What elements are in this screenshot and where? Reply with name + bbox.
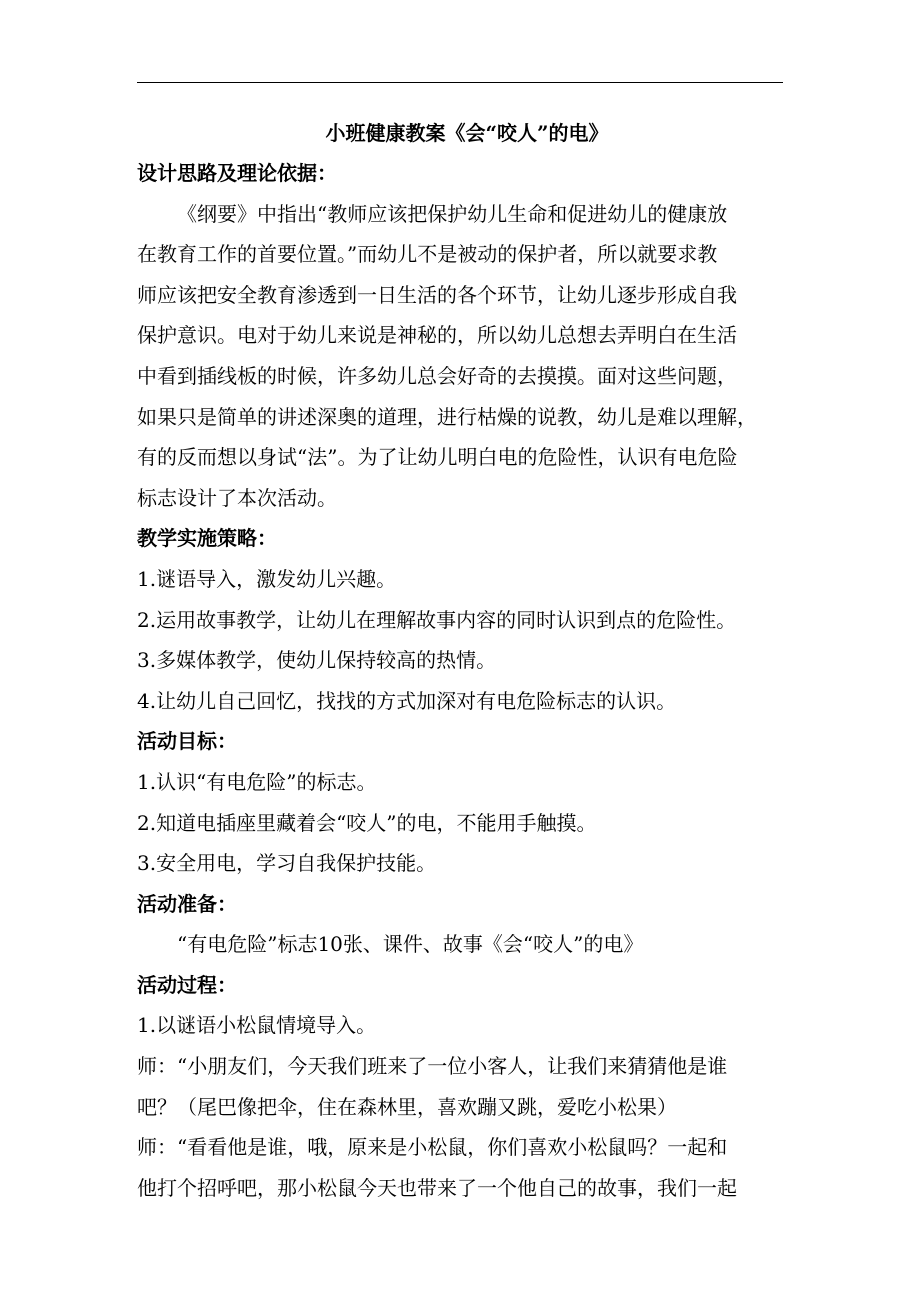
list-item: 4.让幼儿自己回忆，找找的方式加深对有电危险标志的认识。 bbox=[137, 688, 677, 713]
header-rule bbox=[137, 82, 783, 83]
process-line: 吧？（尾巴像把伞，住在森林里，喜欢蹦又跳，爱吃小松果） bbox=[137, 1094, 677, 1119]
process-line: 他打个招呼吧，那小松鼠今天也带来了一个他自己的故事，我们一起 bbox=[137, 1175, 737, 1200]
process-line: 师：“看看他是谁，哦，原来是小松鼠，你们喜欢小松鼠吗？一起和 bbox=[137, 1135, 728, 1160]
list-item: 3.安全用电，学习自我保护技能。 bbox=[137, 851, 437, 876]
design-paragraph bbox=[137, 194, 797, 519]
paragraph-line: 中看到插线板的时候，许多幼儿总会好奇的去摸摸。面对这些问题， bbox=[137, 363, 737, 388]
paragraph-line: 如果只是简单的讲述深奥的道理，进行枯燥的说教，幼儿是难以理解， bbox=[137, 404, 757, 429]
preparation-text: “有电危险”标志10张、课件、故事《会“咬人”的电》 bbox=[177, 932, 644, 957]
document-title: 小班健康教案《会“咬人”的电》 bbox=[325, 121, 609, 145]
list-item: 1.谜语导入，激发幼儿兴趣。 bbox=[137, 566, 397, 591]
section-heading-strategy: 教学实施策略： bbox=[137, 526, 277, 551]
paragraph-line: 保护意识。电对于幼儿来说是神秘的，所以幼儿总想去弄明白在生活 bbox=[137, 323, 737, 348]
process-line: 1.以谜语小松鼠情境导入。 bbox=[137, 1013, 377, 1038]
section-heading-process: 活动过程： bbox=[137, 972, 237, 997]
paragraph-line: 师应该把安全教育渗透到一日生活的各个环节，让幼儿逐步形成自我 bbox=[137, 282, 737, 307]
section-heading-design: 设计思路及理论依据： bbox=[137, 161, 337, 185]
paragraph-line: 在教育工作的首要位置。”而幼儿不是被动的保护者，所以就要求教 bbox=[137, 242, 718, 267]
paragraph-line: 有的反而想以身试“法”。为了让幼儿明白电的危险性，认识有电危险 bbox=[137, 445, 738, 470]
process-line: 师：“小朋友们，今天我们班来了一位小客人，让我们来猜猜他是谁 bbox=[137, 1054, 728, 1079]
list-item: 2.知道电插座里藏着会“咬人”的电，不能用手触摸。 bbox=[137, 810, 597, 835]
section-heading-preparation: 活动准备： bbox=[137, 891, 237, 916]
paragraph-line: 标志设计了本次活动。 bbox=[137, 485, 337, 510]
list-item: 3.多媒体教学，使幼儿保持较高的热情。 bbox=[137, 648, 497, 673]
section-heading-goals: 活动目标： bbox=[137, 729, 237, 754]
document-body bbox=[137, 113, 797, 1208]
list-item: 2.运用故事教学，让幼儿在理解故事内容的同时认识到点的危险性。 bbox=[137, 607, 737, 632]
paragraph-line: 《纲要》中指出“教师应该把保护幼儿生命和促进幼儿的健康放 bbox=[177, 201, 728, 226]
list-item: 1.认识“有电危险”的标志。 bbox=[137, 769, 377, 794]
